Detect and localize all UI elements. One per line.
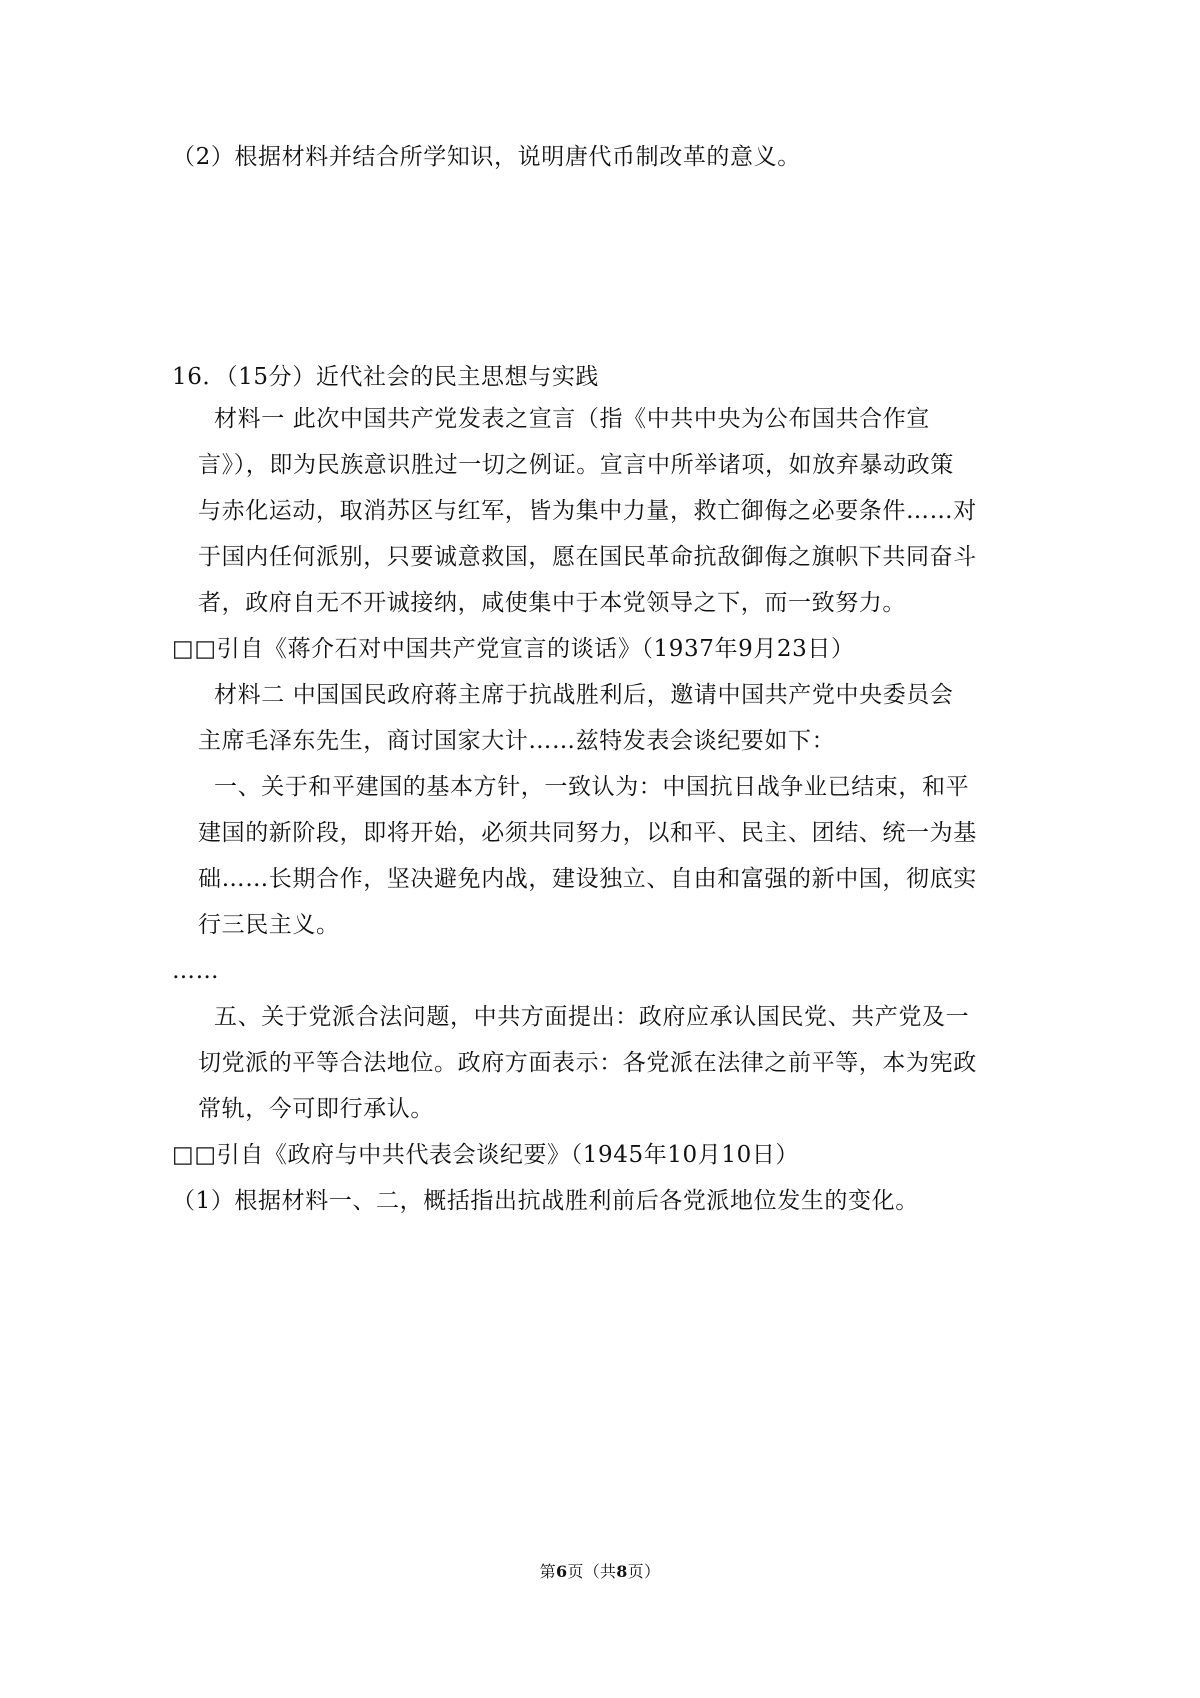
material2-point5-line-2: 切党派的平等合法地位。政府方面表示：各党派在法律之前平等，本为宪政: [198, 1050, 977, 1076]
material1-source: □□引自《蒋介石对中国共产党宣言的谈话》（1937年9月23日）: [172, 636, 855, 662]
material2-point5-line-1: 五、关于党派合法问题，中共方面提出：政府应承认国民党、共产党及一: [214, 1004, 970, 1030]
material2-point1-line-2: 建国的新阶段，即将开始，必须共同努力，以和平、民主、团结、统一为基: [198, 820, 977, 846]
footer-prefix: 第: [539, 1562, 556, 1581]
footer-page-number: 6: [555, 1562, 568, 1581]
footer-total-pages: 8: [616, 1562, 628, 1581]
material1-line-3: 与赤化运动，取消苏区与红军，皆为集中力量，救亡御侮之必要条件……对: [198, 498, 977, 524]
q16-part1-question: （1）根据材料一、二，概括指出抗战胜利前后各党派地位发生的变化。: [172, 1188, 919, 1214]
material2-line-1: 材料二 中国国民政府蒋主席于抗战胜利后，邀请中国共产党中央委员会: [214, 682, 954, 708]
material2-point1-line-4: 行三民主义。: [198, 912, 340, 938]
q15-part2-question: （2）根据材料并结合所学知识，说明唐代币制改革的意义。: [172, 144, 801, 170]
q16-header: 16．（15分）近代社会的民主思想与实践: [172, 364, 600, 390]
material1-line-4: 于国内任何派别，只要诚意救国，愿在国民革命抗敌御侮之旗帜下共同奋斗: [198, 544, 977, 570]
material2-point1-line-1: 一、关于和平建国的基本方针，一致认为：中国抗日战争业已结束，和平: [214, 774, 970, 800]
material2-point1-line-3: 础……长期合作，坚决避免内战，建设独立、自由和富强的新中国，彻底实: [198, 866, 977, 892]
material2-source: □□引自《政府与中共代表会谈纪要》（1945年10月10日）: [172, 1142, 800, 1168]
material2-ellipsis: ……: [172, 958, 220, 984]
footer-middle: 页（共: [567, 1562, 617, 1581]
material1-line-2: 言》），即为民族意识胜过一切之例证。宣言中所举诸项，如放弃暴动政策: [198, 452, 954, 478]
footer-suffix: 页）: [627, 1562, 661, 1581]
page-footer: [0, 1562, 1200, 1582]
material2-line-2: 主席毛泽东先生，商讨国家大计……兹特发表会谈纪要如下：: [198, 728, 836, 754]
material1-line-1: 材料一 此次中国共产党发表之宣言（指《中共中央为公布国共合作宣: [214, 406, 930, 432]
material2-point5-line-3: 常轨，今可即行承认。: [198, 1096, 434, 1122]
material1-line-5: 者，政府自无不开诚接纳，咸使集中于本党领导之下，而一致努力。: [198, 590, 906, 616]
